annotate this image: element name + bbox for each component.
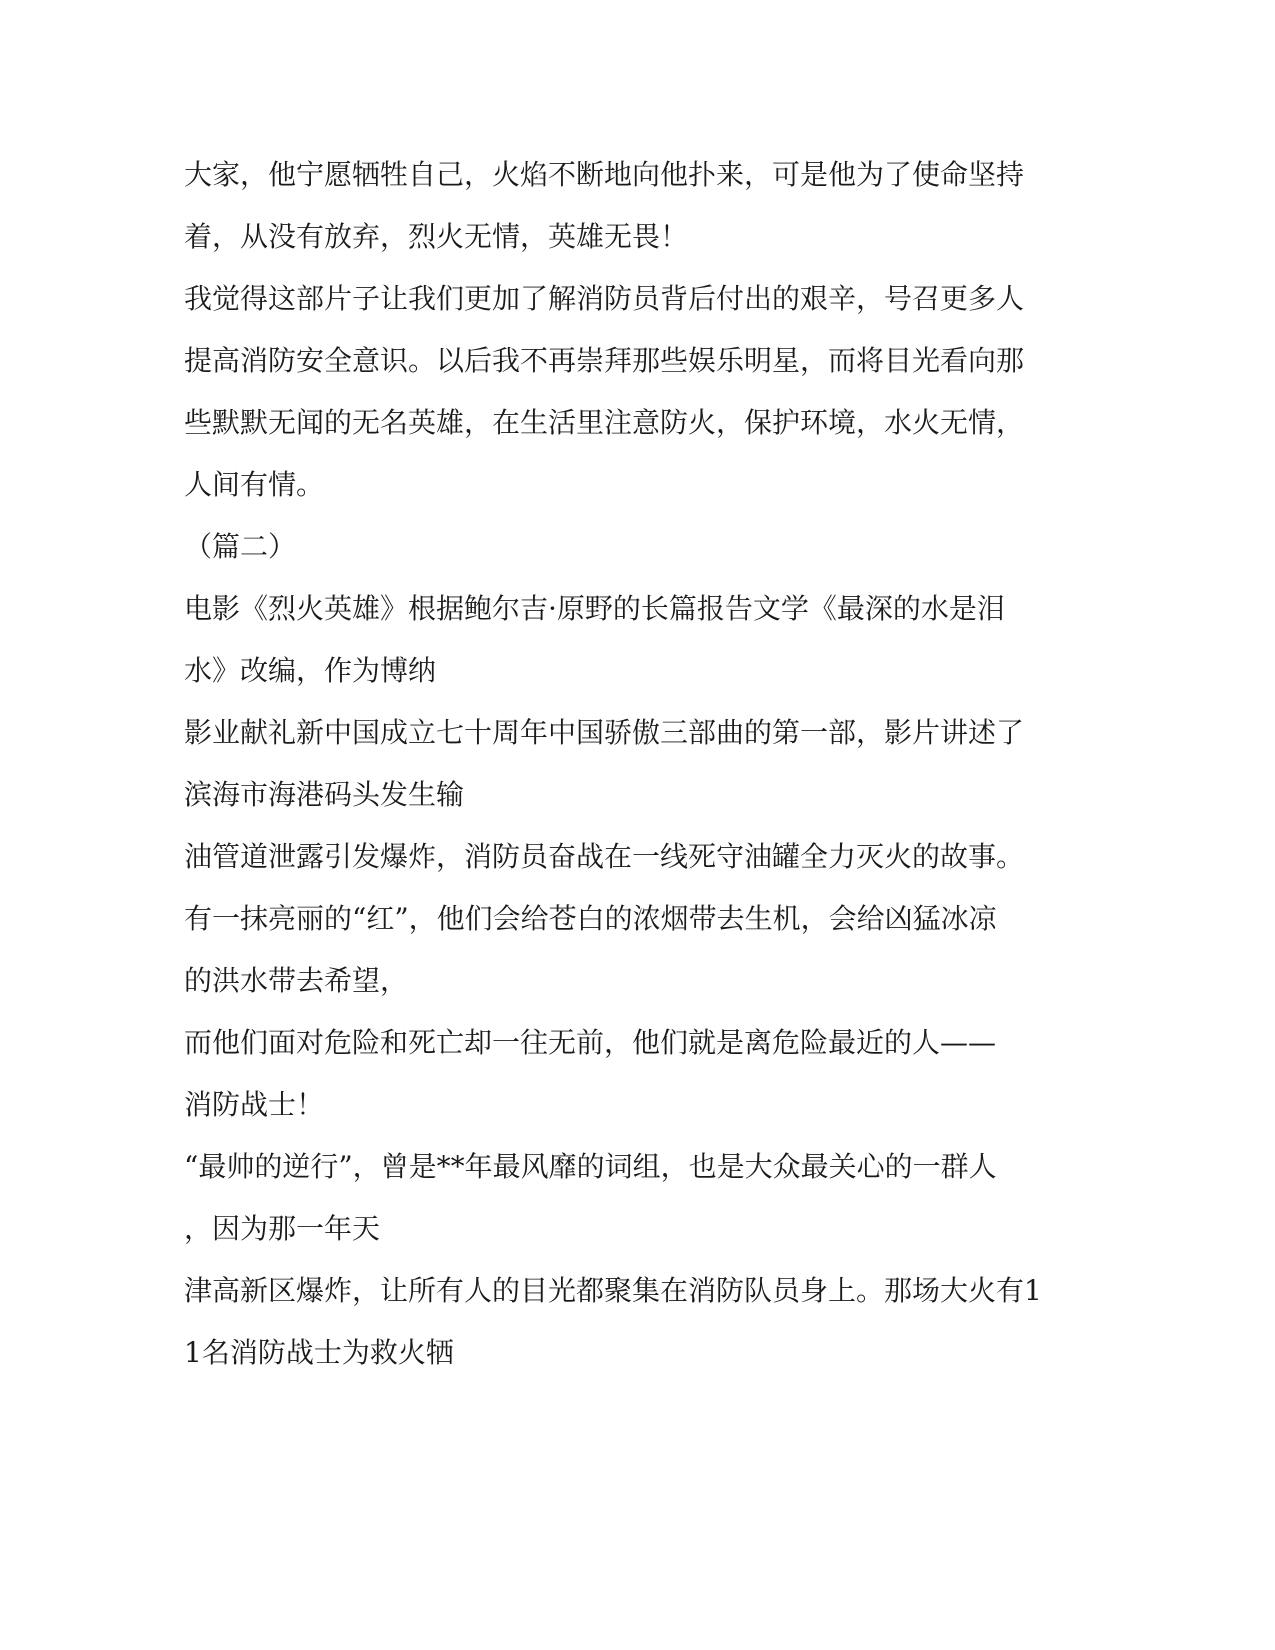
text-line: “最帅的逆行”，曾是**年最风靡的词组，也是大众最关心的一群人 (184, 1150, 997, 1183)
text-line: 电影《烈火英雄》根据鲍尔吉·原野的长篇报告文学《最深的水是泪 (184, 592, 1005, 625)
text-line: 影业献礼新中国成立七十周年中国骄傲三部曲的第一部，影片讲述了 (184, 716, 1025, 749)
text-line: 津高新区爆炸，让所有人的目光都聚集在消防队员身上。那场大火有1 (184, 1274, 1042, 1307)
text-line: 些默默无闻的无名英雄，在生活里注意防火，保护环境，水火无情， (184, 406, 1025, 439)
text-line: 的洪水带去希望， (184, 964, 409, 997)
text-line: 而他们面对危险和死亡却一往无前，他们就是离危险最近的人—— (184, 1026, 997, 1059)
text-line: 水》改编，作为博纳 (184, 654, 437, 687)
text-line: ，因为那一年天 (184, 1212, 381, 1245)
text-line: 滨海市海港码头发生输 (184, 778, 465, 811)
text-line: 大家，他宁愿牺牲自己，火焰不断地向他扑来，可是他为了使命坚持 (184, 158, 1025, 191)
text-line: 有一抹亮丽的“红”，他们会给苍白的浓烟带去生机，会给凶猛冰凉 (184, 902, 997, 935)
section-heading: （篇二） (184, 530, 297, 563)
text-line: 人间有情。 (184, 468, 325, 501)
text-line: 1名消防战士为救火牺 (184, 1336, 454, 1369)
text-line: 着，从没有放弃，烈火无情，英雄无畏！ (184, 220, 689, 253)
text-line: 油管道泄露引发爆炸，消防员奋战在一线死守油罐全力灭火的故事。 (184, 840, 1025, 873)
text-line: 提高消防安全意识。以后我不再崇拜那些娱乐明星，而将目光看向那 (184, 344, 1025, 377)
text-line: 消防战士！ (184, 1088, 325, 1121)
text-line: 我觉得这部片子让我们更加了解消防员背后付出的艰辛，号召更多人 (184, 282, 1025, 315)
